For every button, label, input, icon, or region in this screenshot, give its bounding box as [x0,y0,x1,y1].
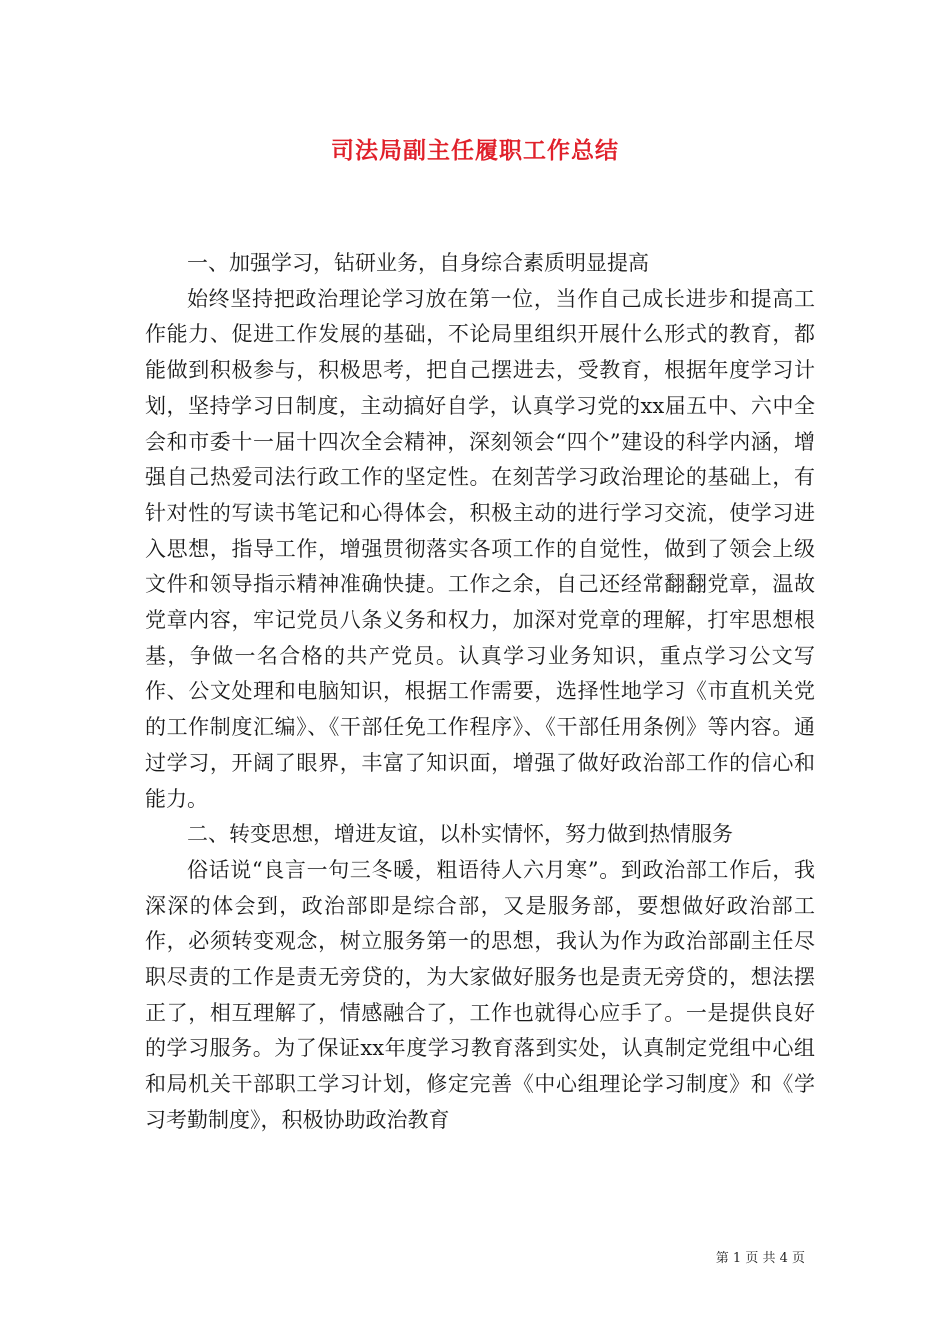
paragraph-2: 俗话说“良言一句三冬暖，粗语待人六月寒”。到政治部工作后，我深深的体会到，政治部即是综合部，又是服务部，要想做好政治部工作，必须转变观念，树立服务第一的思想，我认为作为政治部副主任尽职尽责的工作是责无旁贷的，为大家做好服务也是责无旁贷的，想法摆正了，相互理解了，情感融合了，工作也就得心应手了。一是提供良好的学习服务。为了保证xx年度学习教育落到实处，认真制定党组中心组和局机关干部职工学习计划，修定完善《中心组理论学习制度》和《学习考勤制度》，积极协助政治教育 [145,857,815,1132]
section-heading-1: 一、加强学习，钻研业务，自身综合素质明显提高 [187,251,649,275]
page-number-footer: 第 1 页 共 4 页 [715,1251,805,1266]
document-title: 司法局副主任履职工作总结 [331,137,619,164]
section-heading-2: 二、转变思想，增进友谊，以朴实情怀，努力做到热情服务 [187,822,733,847]
document-body [145,246,815,1139]
paragraph-1: 始终坚持把政治理论学习放在第一位，当作自己成长进步和提高工作能力、促进工作发展的基础，不论局里组织开展什么形式的教育，都能做到积极参与，积极思考，把自己摆进去，受教育，根据年度学习计划，坚持学习日制度，主动搞好自学，认真学习党的xx届五中、六中全会和市委十一届十四次全会精神，深刻领会“四个”建设的科学内涵，增强自己热爱司法行政工作的坚定性。在刻苦学习政治理论的基础上，有针对性的写读书笔记和心得体会，积极主动的进行学习交流，使学习进入思想，指导工作，增强贯彻落实各项工作的自觉性，做到了领会上级文件和领导指示精神准确快捷。工作之余，自己还经常翻翻党章，温故党章内容，牢记党员八条义务和权力，加深对党章的理解，打牢思想根基，争做一名合格的共产党员。认真学习业务知识，重点学习公文写作、公文处理和电脑知识，根据工作需要，选择性地学习《市直机关党的工作制度汇编》、《干部任免工作程序》、《干部任用条例》等内容。通过学习，开阔了眼界，丰富了知识面，增强了做好政治部工作的信心和能力。 [145,286,815,811]
